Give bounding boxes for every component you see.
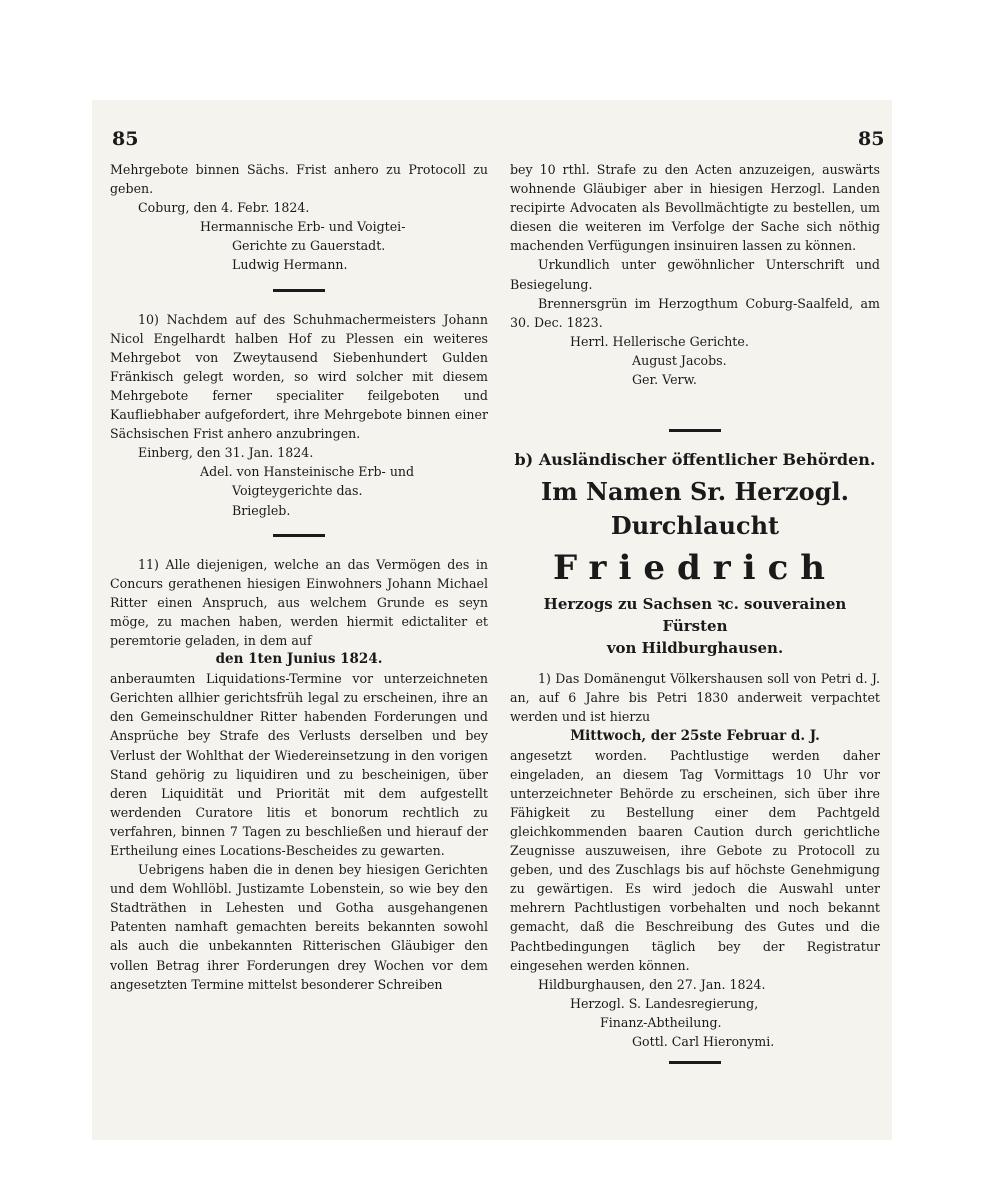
notice-1-authority: Herzogl. S. Landesregierung, (570, 995, 759, 1011)
notice-1-text-2: angesetzt worden. Pachtlustige werden daher eingeladen, an diesem Tag Vormittags 10 Uhr vor unterzeichneter Behörde zu erscheinen, sich über ihre Fähigkeit zu Bestellung einer dem Pachtgeld gleichkommenden baaren Caution durch gerichtliche Zeugnisse auszuweisen, ihre Gebote zu Protocoll zu geben, und des Zuschlags bis auf höchste Genehmigung zu gewärtigen. Es wird jedoch die Auswahl unter mehrern Pachtlustigen vorbehalten und noch bekannt gemacht, daß die Beschreibung des Gutes und die Pachtbedingungen täglich bey der Registratur eingesehen werden können. (510, 747, 880, 973)
right-signer-title: Ger. Verw. (632, 372, 697, 388)
ruler-title-line-2: von Hildburghausen. (606, 639, 784, 658)
right-signer: August Jacobs. (632, 352, 727, 368)
proclamation-heading: Im Namen Sr. Herzogl. Durchlaucht (541, 477, 849, 541)
notice-top-place-date: Coburg, den 4. Febr. 1824. (138, 200, 310, 216)
right-place-date: Brennersgrün im Herzogthum Coburg-Saalfeld, am 30. Dec. 1823. (510, 295, 880, 330)
left-page-number: 85 (112, 128, 139, 150)
separator-rule (273, 289, 325, 292)
left-column (110, 160, 488, 994)
notice-11-text: 11) Alle diejenigen, welche an das Vermögen des in Concurs gerathenen hiesigen Einwohners Johann Michael Ritter einen Anspruch, aus welchem Grunde es seyn möge, zu machen haben, werden hiermit edictaliter et peremtorie geladen, in dem auf (110, 556, 488, 648)
separator-rule (669, 1061, 721, 1064)
ruler-title-line-1: Herzogs zu Sachsen ꝛc. souverainen Fürsten (543, 595, 847, 636)
notice-1-text: 1) Das Domänengut Völkershausen soll von Petri d. J. an, auf 6 Jahre bis Petri 1830 anderweit verpachtet werden und ist hierzu (510, 671, 880, 725)
notice-top-signer: Ludwig Hermann. (232, 257, 348, 273)
notice-1-date: Mittwoch, der 25ste Februar d. J. (570, 727, 820, 744)
right-authority: Herrl. Hellerische Gerichte. (570, 333, 749, 349)
notice-top-authority-2: Gerichte zu Gauerstadt. (232, 238, 386, 254)
notice-top-text: Mehrgebote binnen Sächs. Frist anhero zu Protocoll zu geben. (110, 162, 488, 197)
notice-10-authority-2: Voigteygerichte das. (232, 483, 363, 499)
urkund-text: Urkundlich unter gewöhnlicher Unterschrift und Besiegelung. (510, 257, 880, 292)
right-page-number: 85 (858, 128, 885, 150)
separator-rule (669, 429, 721, 432)
notice-11-text-2: anberaumten Liquidations-Termine vor unterzeichneten Gerichten allhier gerichtsfrüh legal zu erscheinen, ihre an den Gemeinschuldner Ritter habenden Forderungen und Ansprüche bey Strafe des Verlusts derselben und bey Verlust der Wohlthat der Wiedereinsetzung in den vorigen Stand gehörig zu liquidiren und zu bescheinigen, über deren Liquidität und Priorität mit dem aufgestellt werdenden Curatore litis et bonorum rechtlich zu verfahren, binnen 7 Tagen zu beschließen und hierauf der Ertheilung eines Locations-Bescheides zu gewarten. (110, 671, 488, 858)
notice-10-authority: Adel. von Hansteinische Erb- und (200, 464, 415, 480)
notice-10-place-date: Einberg, den 31. Jan. 1824. (138, 445, 314, 461)
notice-top-authority: Hermannische Erb- und Voigtei- (200, 219, 406, 235)
ruler-name: Friedrich (552, 548, 838, 589)
notice-10-signer: Briegleb. (232, 502, 291, 518)
right-column (510, 160, 880, 1074)
notice-11-date: den 1ten Junius 1824. (215, 651, 383, 668)
notice-11-text-3: Uebrigens haben die in denen bey hiesigen Gerichten und dem Wohllöbl. Justizamte Lobenstein, so wie bey den Stadträthen in Lehesten und Gotha ausgehangenen Patenten namhaft gemachten bereits bekannten sowohl als auch die unbekannten Ritterischen Gläubiger den vollen Betrag ihrer Forderungen drey Wochen vor dem angesetzten Termine mittelst besonderer Schreiben (110, 862, 488, 992)
section-heading: b) Ausländischer öffentlicher Behörden. (514, 450, 876, 470)
continuation-text: bey 10 rthl. Strafe zu den Acten anzuzeigen, auswärts wohnende Gläubiger aber in hiesigen Herzogl. Landen recipirte Advocaten als Bevollmächtigte zu bestellen, um diesen die weiteren im Verfolge der Sache sich nöthig machenden Verfügungen insinuiren lassen zu können. (510, 162, 880, 254)
notice-1-authority-2: Finanz-Abtheilung. (600, 1014, 722, 1030)
notice-1-signer: Gottl. Carl Hieronymi. (632, 1034, 775, 1049)
notice-10-text: 10) Nachdem auf des Schuhmachermeisters Johann Nicol Engelhardt halben Hof zu Plessen ein weiteres Mehrgebot von Zweytausend Siebenhundert Gulden Fränkisch gelegt worden, so wird solcher mit diesem Mehrgebote ferner specialiter feilgeboten und Kaufliebhaber aufgefordert, ihre Mehrgebote binnen einer Sächsischen Frist anhero anzubringen. (110, 311, 488, 442)
notice-1-place-date: Hildburghausen, den 27. Jan. 1824. (538, 976, 766, 992)
separator-rule (273, 534, 325, 537)
